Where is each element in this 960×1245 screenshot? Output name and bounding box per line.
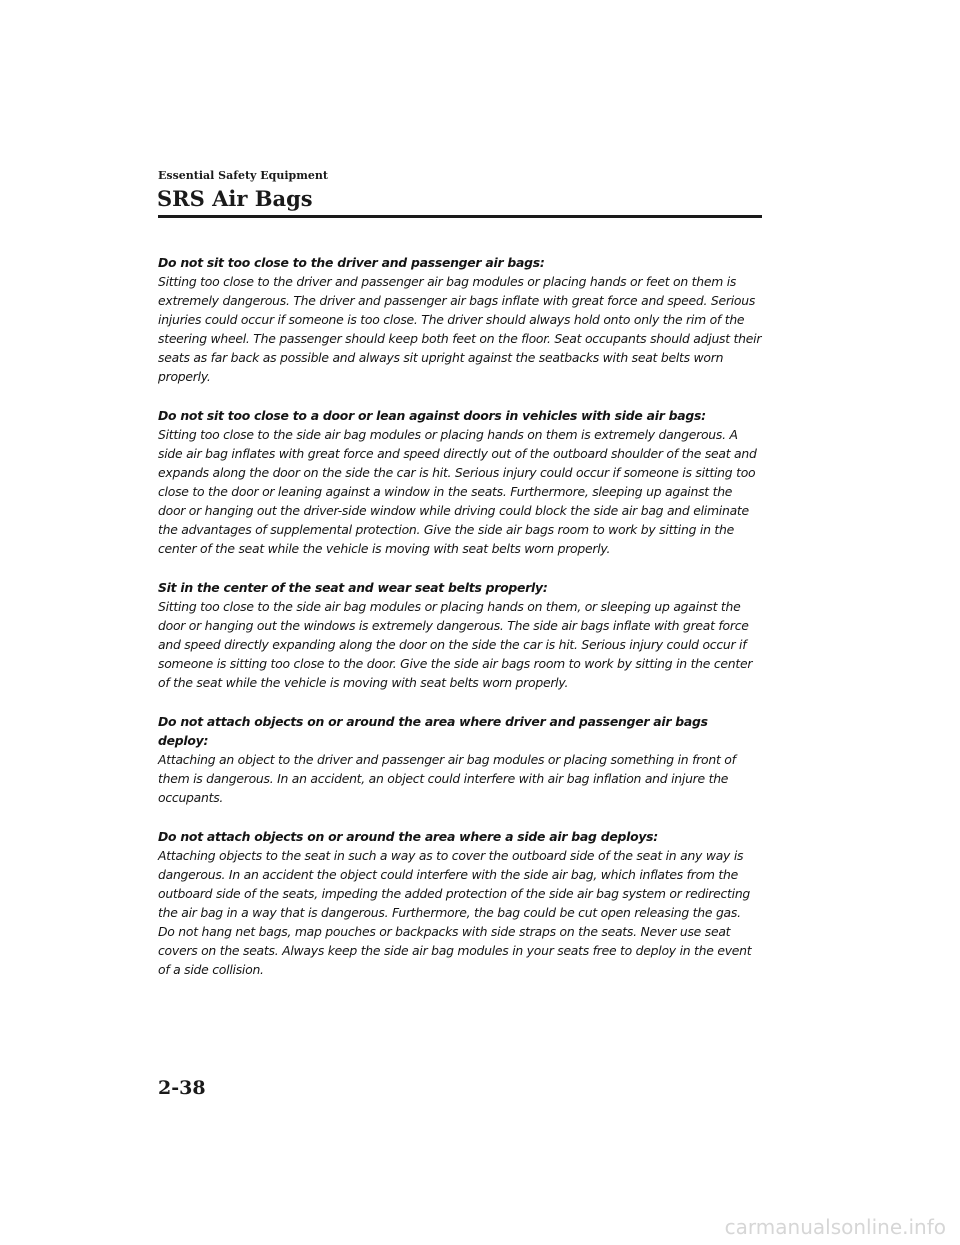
section-label: Essential Safety Equipment xyxy=(158,169,328,182)
warning-paragraph: Attaching an object to the driver and passenger air bag modules or placing something in front of them is dangerous. In an accident, an object could interfere with air bag inflation and injure the occupants. xyxy=(158,752,736,805)
warning-heading: Do not sit too close to a door or lean against doors in vehicles with side air bags: xyxy=(158,408,706,423)
warning-block xyxy=(158,827,762,979)
warning-block xyxy=(158,712,762,807)
title-divider xyxy=(158,215,762,218)
warning-heading: Do not sit too close to the driver and passenger air bags: xyxy=(158,255,545,270)
warning-heading: Sit in the center of the seat and wear seat belts properly: xyxy=(158,580,548,595)
warning-content xyxy=(158,253,762,999)
page-title: SRS Air Bags xyxy=(157,186,313,211)
page-number: 2-38 xyxy=(158,1077,206,1099)
watermark: carmanualsonline.info xyxy=(724,1215,946,1239)
warning-heading: Do not attach objects on or around the area where driver and passenger air bags deploy: xyxy=(158,714,708,748)
warning-paragraph: Attaching objects to the seat in such a way as to cover the outboard side of the seat in any way is dangerous. In an accident the object could interfere with the side air bag, which inflates from the outboard side of the seats, impeding the added protection of the side air bag system or redirecting the air bag in a way that is dangerous. Furthermore, the bag could be cut open releasing the gas. xyxy=(158,848,751,920)
warning-paragraph: Sitting too close to the side air bag modules or placing hands on them, or sleeping up against the door or hanging out the windows is extremely dangerous. The side air bags inflate with great force and speed directly expanding along the door on the side the car is hit. Serious injury could occur if someone is sitting too close to the door. Give the side air bags room to work by sitting in the center of the seat while the vehicle is moving with seat belts worn properly. xyxy=(158,599,753,690)
warning-paragraph: Sitting too close to the side air bag modules or placing hands on them is extremely dangerous. A side air bag inflates with great force and speed directly out of the outboard shoulder of the seat and expands along the door on the side the car is hit. Serious injury could occur if someone is sitting too close to the door or leaning against a window in the seats. Furthermore, sleeping up against the door or hanging out the driver-side window while driving could block the side air bag and eliminate the advantages of supplemental protection. Give the side air bags room to work by sitting in the center of the seat while the vehicle is moving with seat belts worn properly. xyxy=(158,427,757,556)
warning-paragraph: Do not hang net bags, map pouches or backpacks with side straps on the seats. Never use seat covers on the seats. Always keep the side air bag modules in your seats free to deploy in the event of a side collision. xyxy=(158,924,752,977)
warning-block xyxy=(158,406,762,558)
warning-paragraph: Sitting too close to the driver and passenger air bag modules or placing hands or feet on them is extremely dangerous. The driver and passenger air bags inflate with great force and speed. Serious injuries could occur if someone is too close. The driver should always hold onto only the rim of the steering wheel. The passenger should keep both feet on the floor. Seat occupants should adjust their seats as far back as possible and always sit upright against the seatbacks with seat belts worn properly. xyxy=(158,274,762,384)
warning-block xyxy=(158,253,762,386)
warning-heading: Do not attach objects on or around the area where a side air bag deploys: xyxy=(158,829,659,844)
warning-block xyxy=(158,578,762,692)
